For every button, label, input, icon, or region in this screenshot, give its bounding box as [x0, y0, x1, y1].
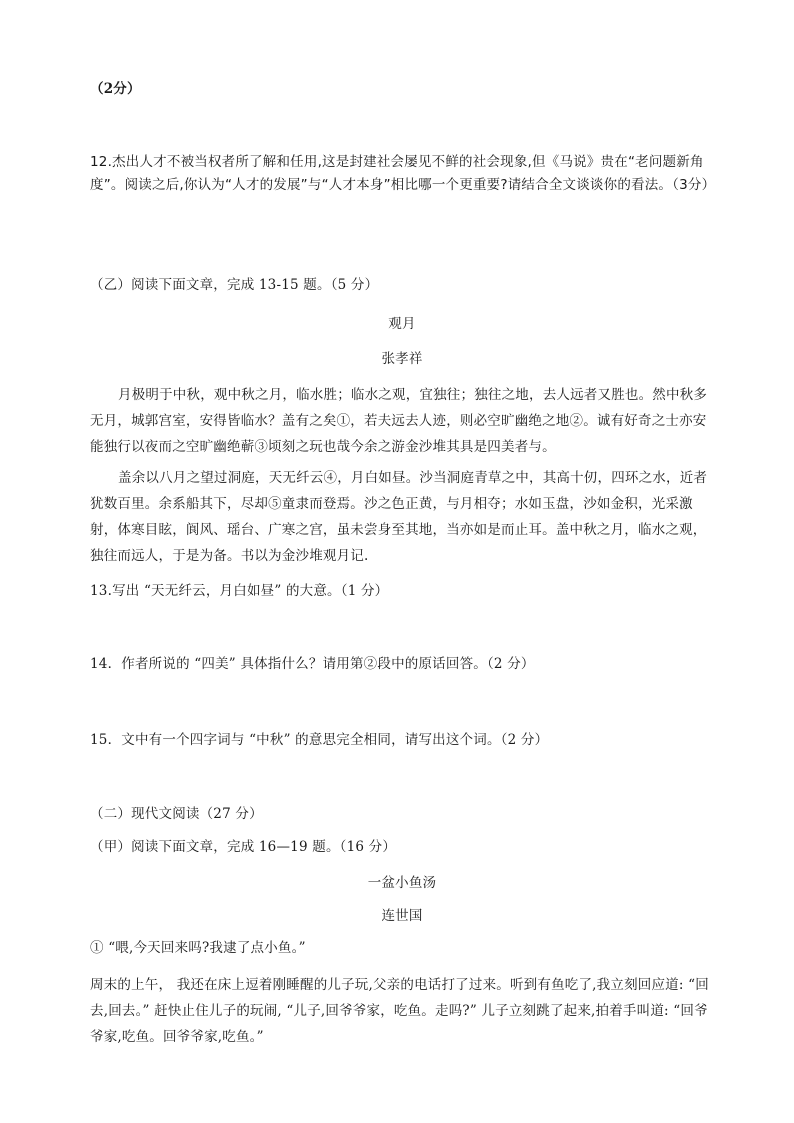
- question-12: 12.杰出人才不被当权者所了解和任用,这是封建社会屡见不鲜的社会现象,但《马说》贵在“老问题新角度”。阅读之后,你认为“人才的发展”与“人才本身”相比哪一个更重要?请结合全文谈谈你的看法。（3分）: [90, 154, 716, 193]
- story-paragraph-2: 周末的上午， 我还在床上逗着刚睡醒的儿子玩,父亲的电话打了过来。听到有鱼吃了,我立刻回应道: “回去,回去。” 赶快止住儿子的玩闹, “儿子,回爷爷家，吃鱼。走吗?” 儿子立刻跳了起来,拍着手叫道: “回爷爷家,吃鱼。回爷爷家,吃鱼。”: [90, 977, 709, 1045]
- document-page: [90, 0, 714, 1123]
- question-15: 15．文中有一个四字词与 “中秋” 的意思完全相同，请写出这个词。（2 分）: [90, 732, 549, 748]
- passage-title: 观月: [388, 316, 416, 332]
- passage-paragraph-2: 盖余以八月之望过洞庭，天无纤云④，月白如昼。沙当洞庭青草之中，其高十仞，四环之水，近者犹数百里。余系船其下，尽却⑤童隶而登焉。沙之色正黄，与月相夺；水如玉盘，沙如金积，光采激射，体寒目眩，阆风、瑶台、广寒之宫，虽未尝身至其地，当亦如是而止耳。盖中秋之月，临水之观，独往而远人，于是为备。书以为金沙堆观月记.: [90, 470, 708, 564]
- part-a-intro: （甲）阅读下面文章，完成 16—19 题。（16 分）: [90, 839, 397, 855]
- story-title: 一盆小鱼汤: [367, 875, 437, 891]
- score-note: （2分）: [90, 81, 141, 97]
- part-b-intro: （乙）阅读下面文章，完成 13-15 题。（5 分）: [90, 277, 379, 293]
- story-author: 连世国: [381, 908, 423, 924]
- story-paragraph-1: ① “喂,今天回来吗?我逮了点小鱼。”: [90, 940, 306, 956]
- passage-paragraph-1: 月极明于中秋，观中秋之月，临水胜；临水之观，宜独往；独往之地，去人远者又胜也。然中秋多无月，城郭宫室，安得皆临水？盖有之矣①，若夫远去人迹，则必空旷幽绝之地②。诚有好奇之士亦安能独行以夜而之空旷幽绝蕲③顷刻之玩也哉今余之游金沙堆其具是四美者与。: [90, 387, 708, 455]
- question-14: 14．作者所说的 “四美” 具体指什么？请用第②段中的原话回答。（2 分）: [90, 656, 535, 672]
- question-13: 13.写出 “天无纤云，月白如昼” 的大意。（1 分）: [90, 583, 389, 599]
- passage-author: 张孝祥: [381, 351, 423, 367]
- section-heading: （二）现代文阅读（27 分）: [90, 806, 263, 822]
